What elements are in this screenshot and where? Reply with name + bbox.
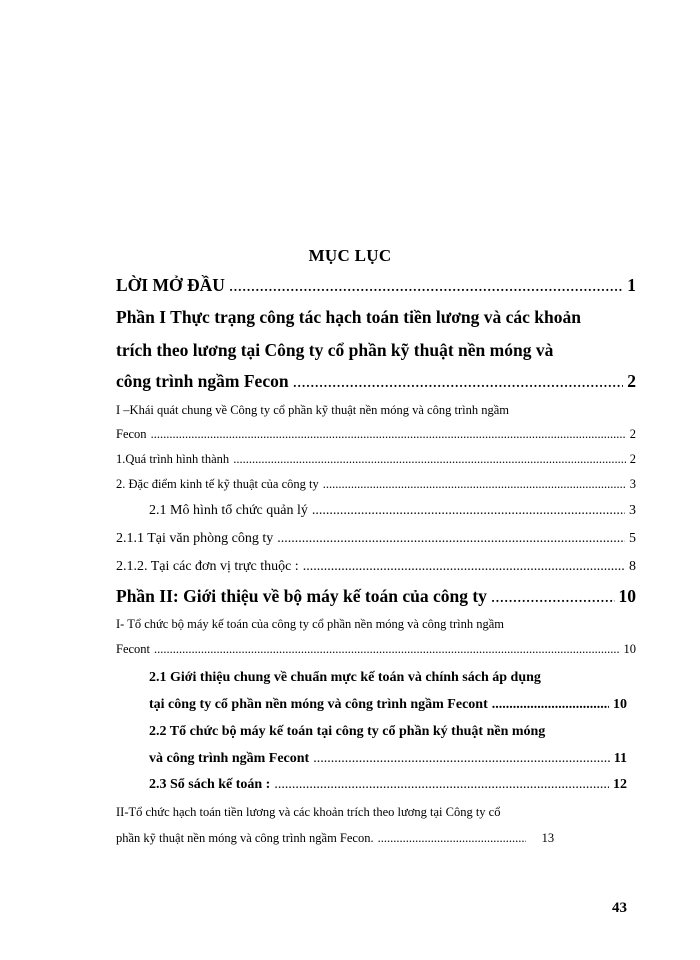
- toc-entry-don-vi[interactable]: [116, 559, 636, 575]
- dot-leader: [274, 777, 609, 793]
- toc-entry-page: 10: [618, 586, 636, 606]
- toc-entry-hach-toan[interactable]: [116, 831, 636, 846]
- toc-entry-phan-2[interactable]: [116, 586, 636, 607]
- toc-entry-page: 3: [629, 503, 636, 518]
- toc-entry-gioi-thieu-chung-line1[interactable]: 2.1 Giới thiệu chung về chuẩn mực kế toán và chính sách áp dụng: [149, 670, 541, 685]
- toc-entry-page: 2: [629, 427, 636, 441]
- toc-entry-dac-diem[interactable]: [116, 477, 636, 492]
- dot-leader: [312, 503, 625, 519]
- dot-leader: [491, 586, 615, 607]
- toc-entry-page: 11: [613, 751, 627, 766]
- toc-entry-page: 13: [541, 831, 555, 845]
- toc-entry-so-sach[interactable]: [149, 777, 627, 793]
- toc-entry-text: Phần II: Giới thiệu về bộ máy kế toán của công ty: [116, 586, 487, 606]
- toc-entry-text: công trình ngầm Fecon: [116, 371, 289, 391]
- toc-entry-text: LỜI MỞ ĐẦU: [116, 275, 225, 295]
- toc-entry-page: 8: [629, 559, 636, 574]
- toc-entry-page: 3: [629, 477, 636, 491]
- dot-leader: [293, 371, 624, 392]
- toc-entry-text: và công trình ngầm Fecont: [149, 751, 310, 766]
- toc-entry-page: 10: [613, 697, 627, 712]
- toc-entry-phan-1-line1[interactable]: Phần I Thực trạng công tác hạch toán tiền lương và các khoản: [116, 307, 581, 327]
- toc-entry-van-phong[interactable]: [116, 531, 636, 547]
- toc-entry-to-chuc-bo-may-line1[interactable]: I- Tổ chức bộ máy kế toán của công ty cổ phần nền móng và công trình ngầm: [116, 617, 505, 631]
- toc-entry-page: 12: [613, 777, 627, 792]
- toc-entry-to-chuc-2-2[interactable]: [149, 751, 627, 767]
- toc-entry-to-chuc-bo-may[interactable]: [116, 642, 636, 657]
- toc-entry-khai-quat[interactable]: [116, 427, 636, 442]
- dot-leader: [233, 452, 626, 467]
- toc-entry-page: 10: [623, 642, 636, 656]
- dot-leader: [277, 531, 625, 547]
- toc-entry-phan-1[interactable]: [116, 371, 636, 392]
- toc-entry-page: 1: [627, 275, 636, 295]
- toc-entry-hach-toan-line1[interactable]: II-Tổ chức hạch toán tiền lương và các khoản trích theo lương tại Công ty cổ: [116, 805, 501, 819]
- dot-leader: [313, 751, 610, 767]
- toc-entry-qua-trinh[interactable]: [116, 452, 636, 467]
- toc-entry-page: 2: [629, 452, 636, 466]
- toc-entry-text: Fecont: [116, 642, 151, 656]
- dot-leader: [378, 831, 526, 846]
- toc-entry-page: 5: [629, 531, 636, 546]
- dot-leader: [323, 477, 626, 492]
- toc-entry-loi-mo-dau[interactable]: [116, 275, 636, 296]
- toc-title: MỤC LỤC: [308, 246, 392, 265]
- dot-leader: [154, 642, 619, 657]
- toc-entry-text: 2.1.2. Tại các đơn vị trực thuộc :: [116, 559, 299, 574]
- page-number: 43: [612, 900, 627, 916]
- toc-entry-gioi-thieu-chung[interactable]: [149, 697, 627, 713]
- dot-leader: [229, 275, 623, 296]
- toc-entry-page: 2: [627, 371, 636, 391]
- dot-leader: [151, 427, 626, 442]
- toc-entry-text: 2.3 Sổ sách kế toán :: [149, 777, 271, 792]
- toc-entry-text: 1.Quá trình hình thành: [116, 452, 230, 466]
- toc-entry-to-chuc-2-2-line1[interactable]: 2.2 Tổ chức bộ máy kế toán tại công ty cổ phần ký thuật nền móng: [149, 724, 546, 739]
- dot-leader: [492, 697, 609, 713]
- toc-entry-khai-quat-line1[interactable]: I –Khái quát chung về Công ty cổ phần kỹ thuật nền móng và công trình ngầm: [116, 403, 509, 417]
- toc-entry-text: 2. Đặc điểm kinh tế kỹ thuật của công ty: [116, 477, 319, 491]
- toc-entry-text: tại công ty cổ phần nền móng và công trình ngầm Fecont: [149, 697, 488, 712]
- toc-entry-text: phần kỹ thuật nền móng và công trình ngầm Fecon.: [116, 831, 374, 845]
- toc-entry-text: 2.1.1 Tại văn phòng công ty: [116, 531, 274, 546]
- toc-entry-phan-1-line2[interactable]: trích theo lương tại Công ty cổ phần kỹ thuật nền móng và: [116, 340, 554, 360]
- dot-leader: [303, 559, 625, 575]
- toc-entry-text: 2.1 Mô hình tổ chức quản lý: [149, 503, 308, 518]
- toc-entry-text: Fecon: [116, 427, 147, 441]
- toc-entry-mo-hinh[interactable]: [149, 503, 636, 519]
